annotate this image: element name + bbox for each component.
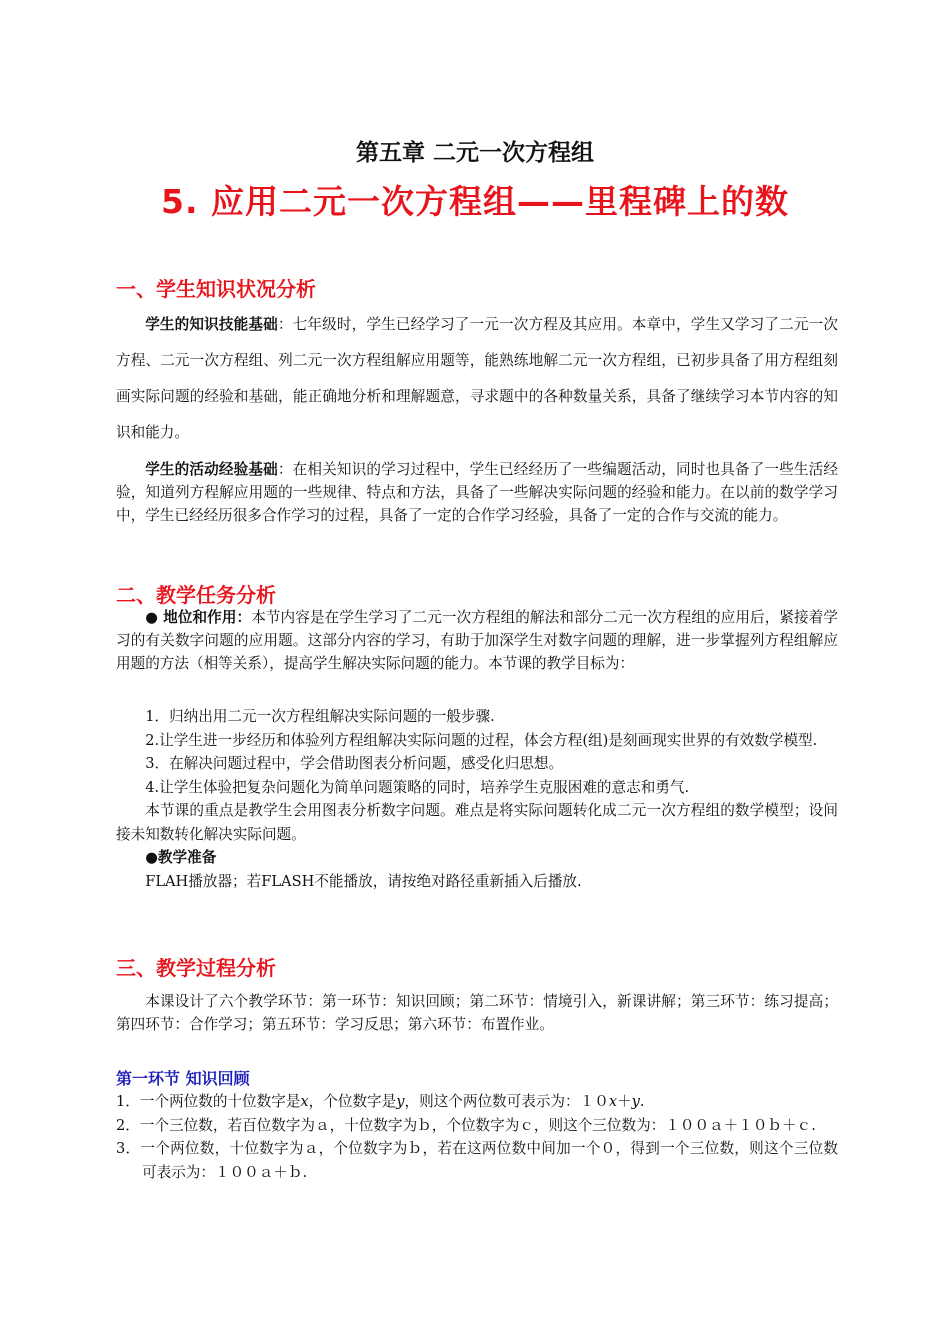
goal-item-3: 3．在解决问题过程中，学会借助图表分析问题，感受化归思想。 bbox=[145, 755, 564, 772]
focus-paragraph: 本节课的重点是教学生会用图表分析数字问题。难点是将实际问题转化成二元一次方程组的数学模型；设间接未知数转化解决实际问题。 bbox=[116, 802, 838, 843]
activity-basis-label: 学生的活动经验基础 bbox=[145, 461, 278, 478]
section-2-heading: 二、教学任务分析 bbox=[116, 583, 276, 607]
lesson-title: 5. 应用二元一次方程组——里程碑上的数 bbox=[161, 182, 789, 221]
prep-text: FLAH播放器；若FLASH不能播放，请按绝对路径重新插入后播放. bbox=[145, 872, 582, 890]
review-question-2: 2．一个三位数，若百位数字为ａ，十位数字为ｂ，个位数字为ｃ，则这个三位数为：１００ａ＋１０ｂ＋ｃ. bbox=[116, 1116, 816, 1134]
section-3-heading: 三、教学过程分析 bbox=[116, 956, 276, 980]
activity-basis-text: ：在相关知识的学习过程中，学生已经经历了一些编题活动，同时也具备了一些生活经验，知道列方程解应用题的一些规律、特点和方法，具备了一些解决实际问题的经验和能力。在以前的数学学习中，学生已经经历很多合作学习的过程，具备了一定的合作学习经验，具备了一定的合作与交流的能力。 bbox=[116, 461, 838, 524]
section-3-intro-text: 本课设计了六个教学环节：第一环节：知识回顾；第二环节：情境引入，新课讲解；第三环节：练习提高；第四环节：合作学习；第五环节：学习反思；第六环节：布置作业。 bbox=[116, 993, 838, 1033]
review-question-3: 3．一个两位数，十位数字为ａ，个位数字为ｂ，若在这两位数中间加一个０，得到一个三位数，则这个三位数可表示为：１００ａ＋ｂ. bbox=[116, 1140, 838, 1181]
section-1-heading: 一、学生知识状况分析 bbox=[116, 277, 316, 301]
review-question-1: 1．一个两位数的十位数字是x，个位数字是y，则这个两位数可表示为：１０x＋y. bbox=[116, 1093, 645, 1110]
knowledge-basis-label: 学生的知识技能基础 bbox=[145, 316, 278, 333]
section-3-intro bbox=[116, 990, 838, 1036]
role-label: ● 地位和作用： bbox=[145, 609, 252, 626]
review-questions bbox=[116, 1090, 838, 1184]
knowledge-basis-text: ：七年级时，学生已经学习了一元一次方程及其应用。本章中，学生又学习了二元一次方程、二元一次方程组、列二元一次方程组解应用题等，能熟练地解二元一次方程组，已初步具备了用方程组刻画实际问题的经验和基础，能正确地分析和理解题意，寻求题中的各种数量关系，具备了继续学习本节内容的知识和能力。 bbox=[116, 316, 838, 441]
teaching-goals-list bbox=[116, 705, 838, 893]
section-2-role-paragraph bbox=[116, 606, 838, 675]
stage-1-heading: 第一环节 知识回顾 bbox=[116, 1069, 250, 1088]
chapter-title: 第五章 二元一次方程组 bbox=[355, 140, 594, 166]
section-1-paragraph-1 bbox=[116, 307, 838, 451]
goal-item-4: 4.让学生体验把复杂问题化为简单问题策略的同时，培养学生克服困难的意志和勇气. bbox=[145, 778, 690, 796]
prep-label: ●教学准备 bbox=[145, 849, 217, 866]
section-1-paragraph-2 bbox=[116, 458, 838, 527]
goal-item-1: 1．归纳出用二元一次方程组解决实际问题的一般步骤. bbox=[145, 708, 495, 725]
role-text: 本节内容是在学生学习了二元一次方程组的解法和部分二元一次方程组的应用后，紧接着学习的有关数字问题的应用题。这部分内容的学习，有助于加深学生对数字问题的理解，进一步掌握列方程组解应用题的方法（相等关系），提高学生解决实际问题的能力。本节课的教学目标为： bbox=[116, 609, 838, 672]
goal-item-2: 2.让学生进一步经历和体验列方程组解决实际问题的过程，体会方程(组)是刻画现实世界的有效数学模型. bbox=[145, 731, 818, 749]
